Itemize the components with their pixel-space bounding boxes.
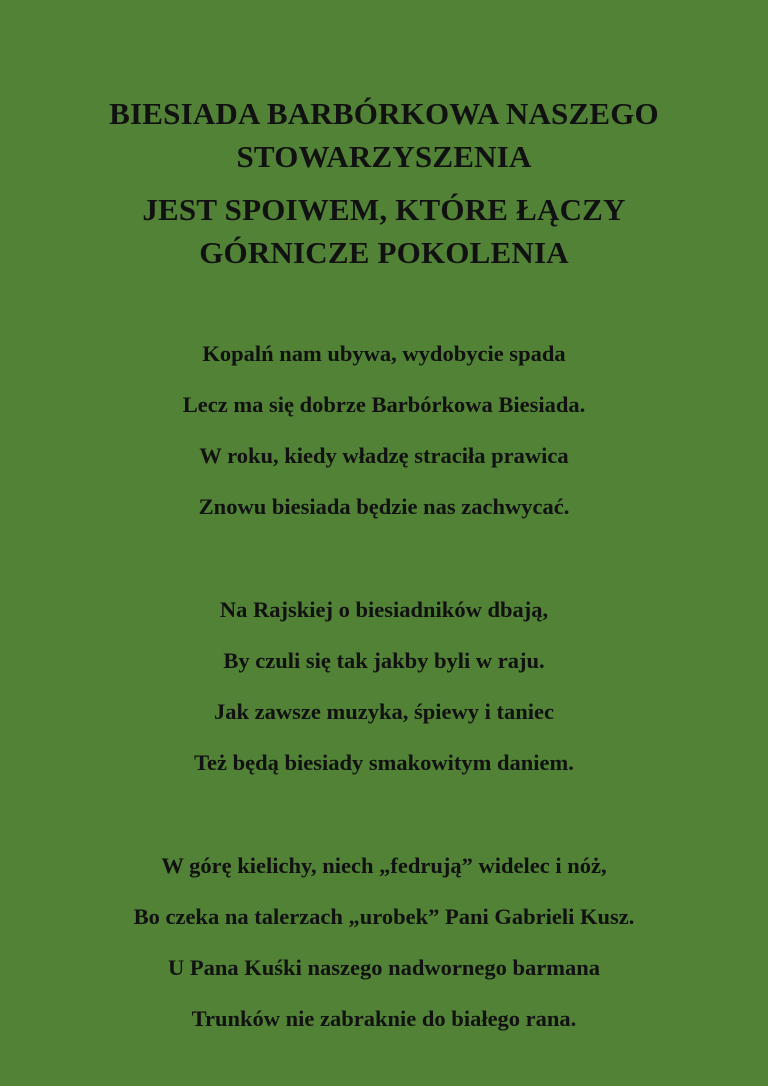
title-line-4: GÓRNICZE POKOLENIA: [199, 235, 569, 270]
stanza-2: [0, 584, 768, 788]
verse: W górę kielichy, niech „fedrują” widelec i nóż,: [161, 853, 607, 878]
verse: Trunków nie zabraknie do białego rana.: [191, 1006, 577, 1031]
stanza-1: [0, 328, 768, 532]
verse: Znowu biesiada będzie nas zachwycać.: [198, 494, 570, 519]
title-line-2: STOWARZYSZENIA: [236, 139, 532, 174]
title-line-3: JEST SPOIWEM, KTÓRE ŁĄCZY: [142, 192, 626, 227]
stanza-3: [0, 840, 768, 1044]
verse: Bo czeka na talerzach „urobek” Pani Gabrieli Kusz.: [133, 904, 635, 929]
verse: Jak zawsze muzyka, śpiewy i taniec: [214, 699, 554, 724]
verse: W roku, kiedy władzę straciła prawica: [199, 443, 569, 468]
stanza-spacer: [0, 788, 768, 840]
verse: By czuli się tak jakby byli w raju.: [223, 648, 545, 673]
stanza-spacer: [0, 532, 768, 584]
verse: Też będą biesiady smakowitym daniem.: [194, 750, 574, 775]
title-line-1: BIESIADA BARBÓRKOWA NASZEGO: [109, 96, 659, 131]
verse: Kopalń nam ubywa, wydobycie spada: [202, 341, 566, 366]
title-spacer: [0, 178, 768, 188]
verse: Lecz ma się dobrze Barbórkowa Biesiada.: [182, 392, 586, 417]
poem: [0, 328, 768, 1044]
verse: U Pana Kuśki naszego nadwornego barmana: [168, 955, 600, 980]
page-title: [0, 92, 768, 274]
verse: Na Rajskiej o biesiadników dbają,: [219, 597, 549, 622]
